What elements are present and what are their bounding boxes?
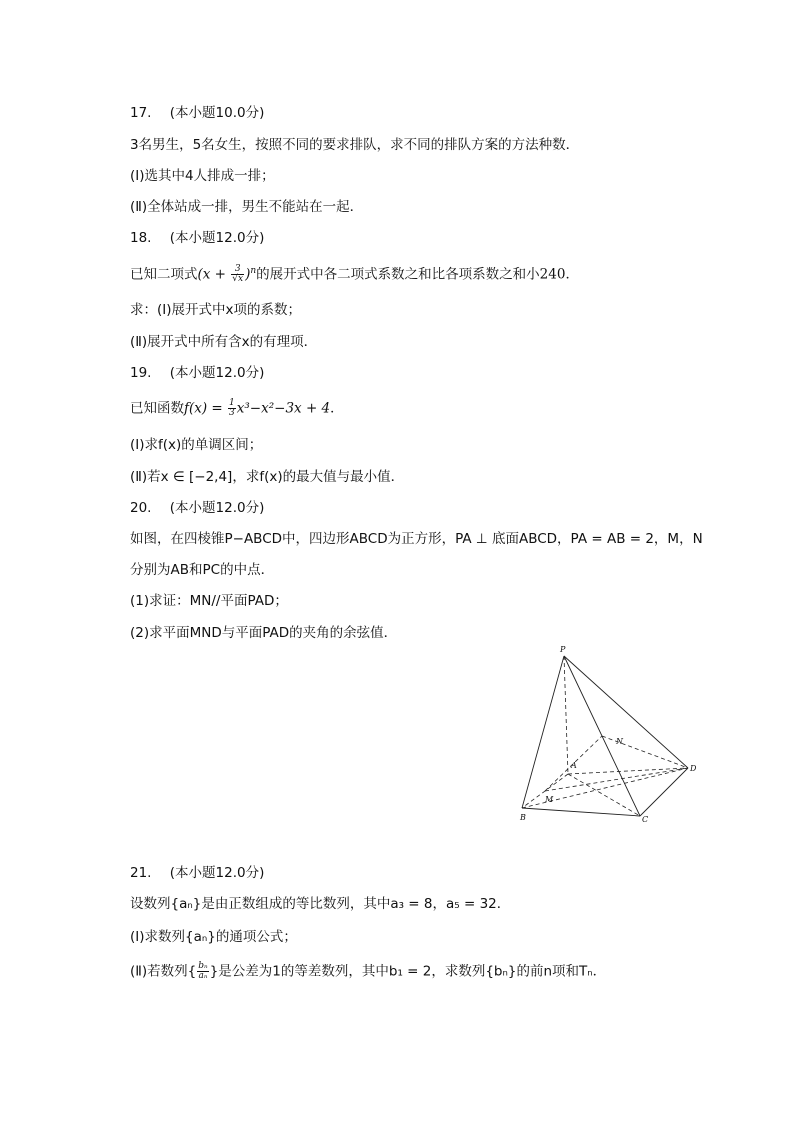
q17-stem: 3名男生，5名女生，按照不同的要求排队，求不同的排队方案的方法种数． [130, 137, 580, 153]
q19-header [130, 364, 264, 382]
q19-frac-num: 1 [229, 398, 235, 408]
q20-points: (本小题12.0分) [169, 500, 265, 516]
q19-points: (本小题12.0分) [169, 365, 265, 381]
q17-points: (本小题10.0分) [169, 105, 265, 121]
label-P: P [560, 645, 566, 654]
q18-stem-pre: 已知二项式 [130, 266, 198, 283]
edge-PD [564, 656, 688, 768]
q20-stem2: 分别为AB和PC的中点． [130, 562, 275, 578]
q18-stem-end: ． [565, 266, 579, 283]
q18-header [130, 229, 264, 247]
q19-fraction [228, 399, 236, 418]
q18-fraction [231, 265, 244, 284]
q18-stem [130, 262, 579, 284]
q18-number: 18. [130, 230, 152, 246]
q21-part2 [130, 962, 606, 981]
segment-MD [545, 768, 688, 791]
q18-points: (本小题12.0分) [169, 230, 265, 246]
q21-part1: (Ⅰ)求数列{aₙ}的通项公式； [130, 929, 297, 945]
q18-expr-open: (x + [197, 266, 231, 283]
q21-part2-pre: (Ⅱ)若数列{ [130, 963, 197, 980]
q21-frac-den: aₙ [198, 971, 208, 981]
q20-stem1: 如图，在四棱锥P−ABCD中，四边形ABCD为正方形，PA ⊥ 底面ABCD，PA = AB = 2，M，N [130, 531, 703, 547]
q21-header [130, 864, 264, 882]
edge-CD [640, 768, 688, 816]
label-D: D [690, 764, 697, 773]
segment-AC [568, 774, 640, 816]
pyramid-figure [510, 640, 710, 825]
q19-stem-end: ． [330, 400, 344, 417]
q18-value: 240 [539, 266, 566, 283]
q17-header [130, 104, 264, 122]
q21-frac-num: bₙ [198, 961, 208, 971]
label-A: A [571, 761, 577, 770]
q19-func: f(x) = [184, 400, 228, 417]
q19-frac-den: 3 [229, 408, 235, 418]
q18-frac-num: 3 [231, 265, 244, 275]
q18-part2: (Ⅱ)展开式中所有含x的有理项． [130, 334, 318, 350]
q19-stem-pre: 已知函数 [130, 400, 184, 417]
q21-part2-post: }是公差为1的等差数列，其中b₁ = 2，求数列{bₙ}的前n项和Tₙ． [209, 963, 607, 980]
q17-number: 17. [130, 105, 152, 121]
q21-stem: 设数列{aₙ}是由正数组成的等比数列，其中a₃ = 8，a₅ = 32． [130, 896, 511, 912]
q19-part1: (Ⅰ)求f(x)的单调区间； [130, 437, 263, 453]
label-N: N [616, 737, 623, 746]
q20-part1: (1)求证：MN//平面PAD； [130, 593, 288, 609]
q17-part1: (Ⅰ)选其中4人排成一排； [130, 168, 275, 184]
q19-stem [130, 399, 344, 418]
q19-part2: (Ⅱ)若x ∈ [−2,4]，求f(x)的最大值与最小值． [130, 469, 405, 485]
q20-number: 20. [130, 500, 152, 516]
edge-BC [522, 808, 640, 816]
q21-number: 21. [130, 865, 152, 881]
q21-fraction [197, 962, 208, 981]
q20-part2: (2)求平面MND与平面PAD的夹角的余弦值． [130, 625, 398, 641]
q18-part1: 求：(Ⅰ)展开式中x项的系数； [130, 302, 302, 318]
label-B: B [520, 813, 526, 822]
edge-PA [564, 656, 568, 774]
q19-number: 19. [130, 365, 152, 381]
q17-part2: (Ⅱ)全体站成一排，男生不能站在一起． [130, 199, 364, 215]
q18-expr-close: ) [245, 266, 251, 283]
q19-tail: x³−x²−3x + 4 [236, 400, 331, 417]
label-M: M [545, 795, 554, 804]
q18-exponent: n [250, 266, 257, 276]
q21-points: (本小题12.0分) [169, 865, 265, 881]
q20-header [130, 499, 264, 517]
q18-stem-post: 的展开式中各二项式系数之和比各项系数之和小 [256, 266, 540, 283]
q18-frac-den: √x [232, 274, 244, 284]
label-C: C [642, 815, 649, 824]
edge-PB [522, 656, 564, 808]
